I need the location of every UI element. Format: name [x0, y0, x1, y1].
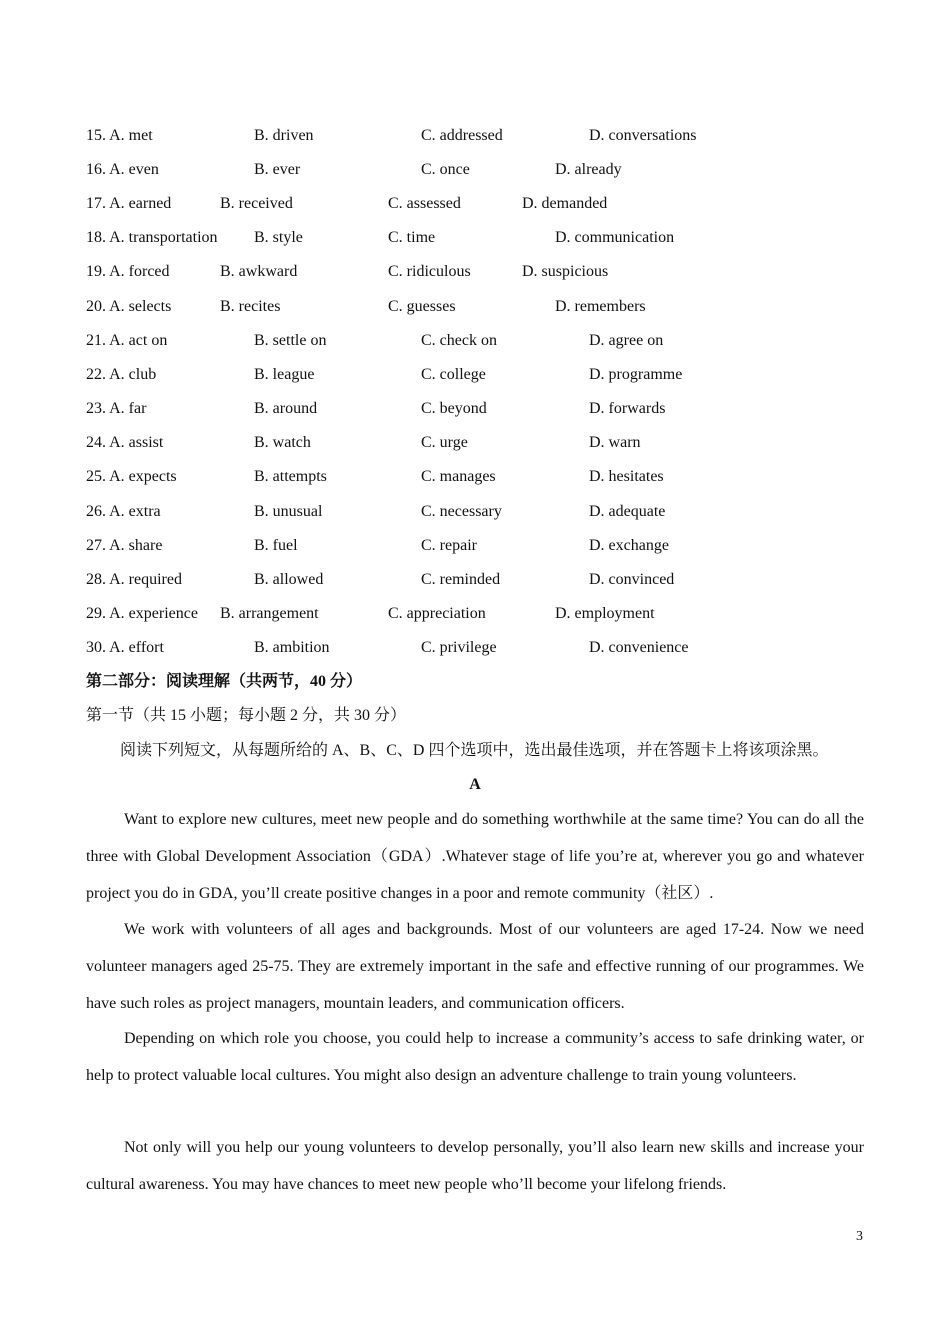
option-a: 20. A. selects [86, 298, 172, 315]
option-d: D. suspicious [522, 263, 609, 280]
option-d: D. programme [589, 366, 683, 383]
option-b: B. received [220, 195, 293, 212]
option-a: 16. A. even [86, 161, 159, 178]
option-a: 22. A. club [86, 366, 157, 383]
option-d: D. conversations [589, 127, 697, 144]
option-c: C. ridiculous [388, 263, 471, 280]
option-d: D. exchange [589, 537, 669, 554]
option-d: D. forwards [589, 400, 666, 417]
passage-paragraph: Not only will you help our young volunteers to develop personally, you’ll also learn new skills and increase your cultural awareness. You may have chances to meet new people who’ll become your lifelong friends. [86, 1139, 864, 1193]
option-c: C. time [388, 229, 436, 246]
option-b: B. settle on [254, 332, 327, 349]
option-b: B. arrangement [220, 605, 319, 622]
option-a: 27. A. share [86, 537, 163, 554]
option-d: D. agree on [589, 332, 664, 349]
option-b: B. style [254, 229, 303, 246]
option-c: C. beyond [421, 400, 487, 417]
option-d: D. warn [589, 434, 641, 451]
option-d: D. convenience [589, 639, 689, 656]
option-c: C. reminded [421, 571, 501, 588]
option-a: 30. A. effort [86, 639, 164, 656]
option-b: B. fuel [254, 537, 298, 554]
option-a: 29. A. experience [86, 605, 198, 622]
option-a: 26. A. extra [86, 503, 161, 520]
option-a: 17. A. earned [86, 195, 172, 212]
option-b: B. watch [254, 434, 311, 451]
option-a: 24. A. assist [86, 434, 164, 451]
passage-paragraph: We work with volunteers of all ages and backgrounds. Most of our volunteers are aged 17-24. Now we need volunteer managers aged 25-75. They are extremely important in the safe and effective running of our programmes. We have such roles as project managers, mountain leaders, and communication officers. [86, 921, 864, 1012]
option-d: D. employment [555, 605, 655, 622]
option-b: B. ambition [254, 639, 330, 656]
option-b: B. unusual [254, 503, 323, 520]
option-b: B. attempts [254, 468, 327, 485]
passage-paragraph: Want to explore new cultures, meet new people and do something worthwhile at the same time? You can do all the three with Global Development Association（GDA）.Whatever stage of life you’re at, wherever you go and whatever project you do in GDA, you’ll create positive changes in a poor and remote community（社区）. [86, 811, 864, 902]
section-heading: 第二部分：阅读理解（共两节，40 分） [86, 673, 363, 690]
passage-title: A [469, 776, 481, 793]
option-d: D. remembers [555, 298, 646, 315]
passage-paragraph: Depending on which role you choose, you could help to increase a community’s access to safe drinking water, or help to protect valuable local cultures. You might also design an adventure challenge to train young volunteers. [86, 1030, 864, 1084]
option-d: D. adequate [589, 503, 666, 520]
instructions: 阅读下列短文，从每题所给的 A、B、C、D 四个选项中，选出最佳选项，并在答题卡上将该项涂黑。 [120, 742, 829, 759]
option-b: B. around [254, 400, 318, 417]
option-b: B. recites [220, 298, 281, 315]
option-c: C. necessary [421, 503, 502, 520]
option-b: B. league [254, 366, 315, 383]
option-c: C. once [421, 161, 470, 178]
option-a: 18. A. transportation [86, 229, 218, 246]
option-a: 19. A. forced [86, 263, 170, 280]
option-c: C. college [421, 366, 486, 383]
option-c: C. urge [421, 434, 468, 451]
page-number: 3 [856, 1229, 863, 1244]
option-a: 25. A. expects [86, 468, 177, 485]
option-b: B. ever [254, 161, 301, 178]
option-c: C. repair [421, 537, 477, 554]
option-c: C. assessed [388, 195, 461, 212]
option-c: C. guesses [388, 298, 456, 315]
option-b: B. allowed [254, 571, 324, 588]
option-d: D. hesitates [589, 468, 664, 485]
option-c: C. addressed [421, 127, 503, 144]
option-a: 28. A. required [86, 571, 182, 588]
option-d: D. already [555, 161, 622, 178]
option-b: B. driven [254, 127, 314, 144]
option-c: C. check on [421, 332, 497, 349]
option-a: 21. A. act on [86, 332, 168, 349]
option-d: D. demanded [522, 195, 608, 212]
option-c: C. privilege [421, 639, 497, 656]
option-a: 23. A. far [86, 400, 147, 417]
option-d: D. communication [555, 229, 675, 246]
option-b: B. awkward [220, 263, 298, 280]
option-d: D. convinced [589, 571, 675, 588]
section-subheading: 第一节（共 15 小题；每小题 2 分，共 30 分） [86, 707, 407, 724]
option-a: 15. A. met [86, 127, 153, 144]
option-c: C. manages [421, 468, 496, 485]
option-c: C. appreciation [388, 605, 486, 622]
